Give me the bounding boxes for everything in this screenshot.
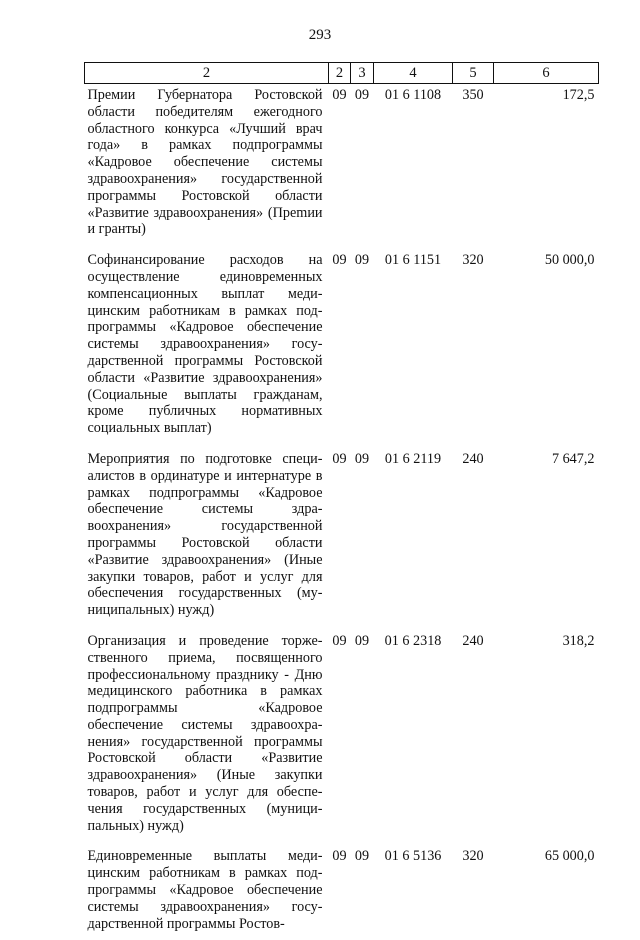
row-description: Единовременные выплаты медицинским работникам в рамках подпрограммы «Кадровое обеспечение системы здравоохранения» государственной программы Ростов- xyxy=(87,848,323,932)
row-target-code: 01 6 1151 xyxy=(384,252,442,269)
row-amount: 50 000,0 xyxy=(544,252,595,269)
row-amount: 65 000,0 xyxy=(544,848,595,865)
row-target-code: 01 6 2318 xyxy=(384,632,442,649)
header-col-target-code: 4 xyxy=(374,63,453,84)
row-expense-type: 240 xyxy=(462,632,484,649)
table-header-row xyxy=(85,63,599,84)
row-subsection: 09 xyxy=(354,848,370,865)
row-description: Премии Губернатора Ростовской области победителям ежегодного областного конкурса «Лучший врач года» в рамках подпрограммы «Кадровое обеспечение системы здравоохранения» государственной программы Ростовской области «Развитие здравоохранения» (Преmии и гранты) xyxy=(87,87,323,238)
table-row xyxy=(85,627,599,843)
row-description: Мероприятия по подготовке специалистов в ординатуре и интернатуре в рамках подпрограммы «Кадровое обеспечение системы здравоохранения» государственной программы Ростовской области «Развитие здравоохранения» (Иные закупки товаров, работ и услуг для обеспечения государственных (муниципальных) нужд) xyxy=(87,450,323,619)
row-description: Софинансирование расходов на осуществление единовременных компенсационных выплат медицинским работникам в рамках подпрограммы «Кадровое обеспечение системы здравоохранения» государственной программы Ростовской области «Развитие здравоохранения» (Социальные выплаты гражданам, кроме публичных нормативных социальных выплат) xyxy=(87,252,323,437)
budget-table xyxy=(84,62,599,940)
row-section: 09 xyxy=(332,632,347,649)
row-subsection: 09 xyxy=(354,632,370,649)
row-section: 09 xyxy=(332,252,347,269)
row-expense-type: 320 xyxy=(462,252,484,269)
row-description: Организация и проведение торжественного приема, посвященного профессиональному празднику - Дню медицинского работника в рамках подпрограммы «Кадровое обеспечение системы здравоохранения» государственной программы Ростовской области «Развитие здравоохранения» (Иные закупки товаров, работ и услуг для обеспечения государственных (муниципальных) нужд) xyxy=(87,632,323,834)
table-row xyxy=(85,842,599,940)
table-row xyxy=(85,445,599,627)
header-col-description: 2 xyxy=(85,63,329,84)
header-col-section: 2 xyxy=(329,63,351,84)
row-target-code: 01 6 1108 xyxy=(384,87,442,103)
row-expense-type: 240 xyxy=(462,450,484,467)
row-amount: 172,5 xyxy=(562,87,595,103)
header-col-expense-type: 5 xyxy=(453,63,494,84)
row-section: 09 xyxy=(332,450,347,467)
row-amount: 7 647,2 xyxy=(551,450,595,467)
row-subsection: 09 xyxy=(354,87,370,103)
page-number: 293 xyxy=(308,27,332,43)
row-target-code: 01 6 2119 xyxy=(384,450,442,467)
table-row xyxy=(85,84,599,247)
row-section: 09 xyxy=(332,848,347,865)
header-col-amount: 6 xyxy=(494,63,599,84)
row-subsection: 09 xyxy=(354,252,370,269)
row-section: 09 xyxy=(332,87,347,103)
row-amount: 318,2 xyxy=(562,632,595,649)
row-target-code: 01 6 5136 xyxy=(384,848,442,865)
row-subsection: 09 xyxy=(354,450,370,467)
row-expense-type: 320 xyxy=(462,848,484,865)
table-row xyxy=(85,246,599,445)
header-col-subsection: 3 xyxy=(351,63,374,84)
row-expense-type: 350 xyxy=(462,87,484,103)
